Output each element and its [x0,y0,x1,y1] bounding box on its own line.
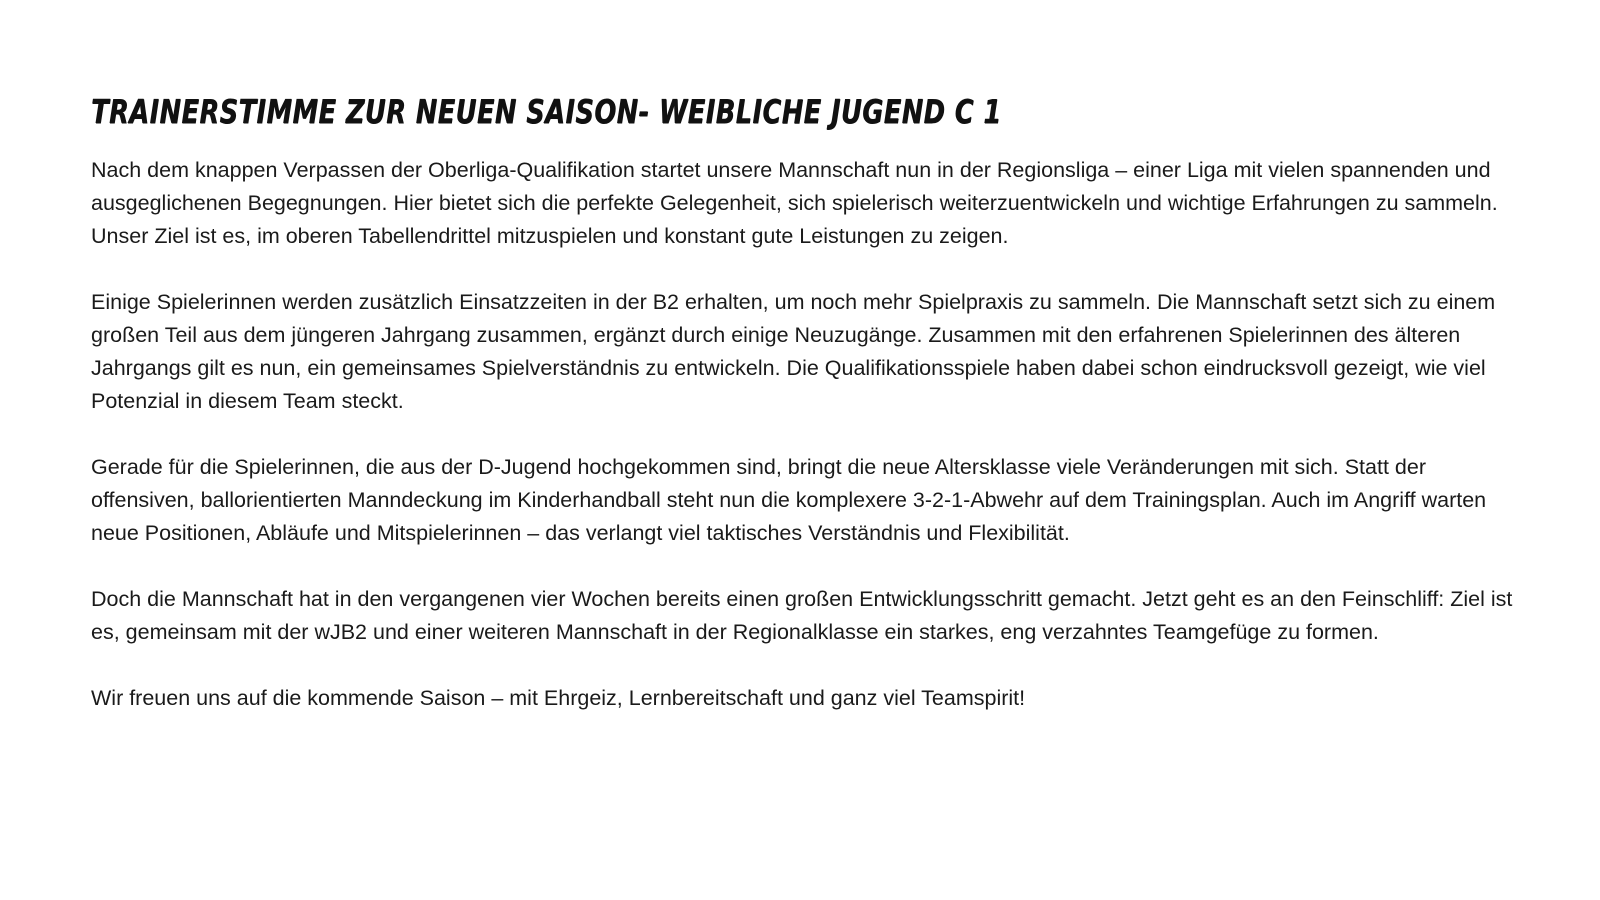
article-paragraph: Doch die Mannschaft hat in den vergangenen vier Wochen bereits einen großen Entwicklungsschritt gemacht. Jetzt geht es an den Feinschliff: Ziel ist es, gemeinsam mit der wJB2 und einer weiteren Mannschaft in der Regionalklasse ein starkes, eng verzahntes Teamgefüge zu formen. [91,587,1513,644]
article-title: TRAINERSTIMME ZUR NEUEN SAISON- WEIBLICHE JUGEND C 1 [91,92,1002,131]
article-paragraph: Nach dem knappen Verpassen der Oberliga-Qualifikation startet unsere Mannschaft nun in der Regionsliga – einer Liga mit vielen spannenden und ausgeglichenen Begegnungen. Hier bietet sich die perfekte Gelegenheit, sich spielerisch weiterzuentwickeln und wichtige Erfahrungen zu sammeln. Unser Ziel ist es, im oberen Tabellendrittel mitzuspielen und konstant gute Leistungen zu zeigen. [91,158,1498,248]
article-paragraph: Gerade für die Spielerinnen, die aus der D-Jugend hochgekommen sind, bringt die neue Altersklasse viele Veränderungen mit sich. Statt der offensiven, ballorientierten Manndeckung im Kinderhandball steht nun die komplexere 3-2-1-Abwehr auf dem Trainingsplan. Auch im Angriff warten neue Positionen, Abläufe und Mitspielerinnen – das verlangt viel taktisches Verständnis und Flexibilität. [91,455,1487,545]
article-paragraph: Einige Spielerinnen werden zusätzlich Einsatzzeiten in der B2 erhalten, um noch mehr Spielpraxis zu sammeln. Die Mannschaft setzt sich zu einem großen Teil aus dem jüngeren Jahrgang zusammen, ergänzt durch einige Neuzugänge. Zusammen mit den erfahrenen Spielerinnen des älteren Jahrgangs gilt es nun, ein gemeinsames Spielverständnis zu entwickeln. Die Qualifikationsspiele haben dabei schon eindrucksvoll gezeigt, wie viel Potenzial in diesem Team steckt. [91,290,1496,413]
article-content [91,92,1531,748]
article-paragraph: Wir freuen uns auf die kommende Saison – mit Ehrgeiz, Lernbereitschaft und ganz viel Teamspirit! [91,686,1026,710]
